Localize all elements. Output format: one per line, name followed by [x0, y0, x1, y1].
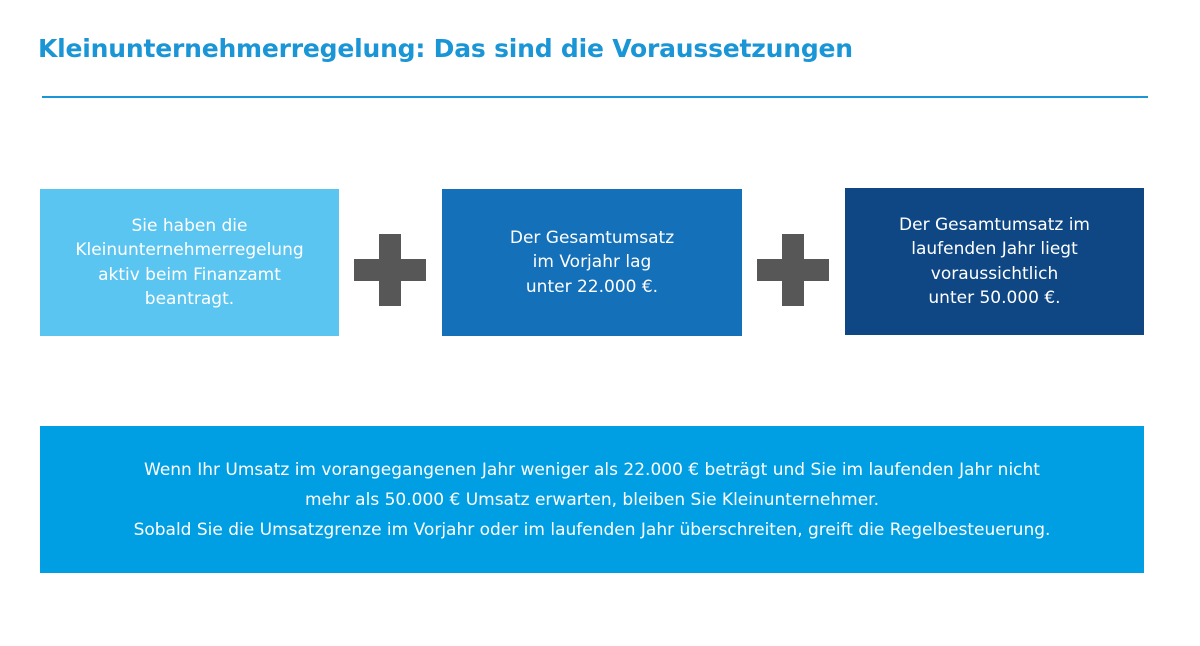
requirement-box-previous-year	[442, 189, 742, 336]
plus-icon	[354, 234, 426, 306]
summary-box	[40, 426, 1144, 573]
summary-text: Wenn Ihr Umsatz im vorangegangenen Jahr weniger als 22.000 € beträgt und Sie im laufenden Jahr nicht mehr als 50.000 € Umsatz erwarten, bleiben Sie Kleinunternehmer. Sobald Sie die Umsatzgrenze im Vorjahr oder im laufenden Jahr überschreiten, greift die Regelbesteuerung.	[133, 459, 1051, 540]
requirement-text-previous-year: Der Gesamtumsatz im Vorjahr lag unter 22.000 €.	[509, 227, 675, 297]
requirement-text-application: Sie haben die Kleinunternehmerregelung aktiv beim Finanzamt beantragt.	[75, 215, 304, 309]
requirement-box-current-year	[845, 188, 1144, 335]
requirement-text-current-year: Der Gesamtumsatz im laufenden Jahr liegt voraussichtlich unter 50.000 €.	[899, 214, 1090, 308]
requirement-box-application	[40, 189, 339, 336]
page-title: Kleinunternehmerregelung: Das sind die Voraussetzungen	[38, 34, 853, 63]
title-divider	[42, 96, 1148, 98]
plus-icon-horizontal-bar	[757, 259, 829, 281]
plus-icon-horizontal-bar	[354, 259, 426, 281]
plus-icon	[757, 234, 829, 306]
